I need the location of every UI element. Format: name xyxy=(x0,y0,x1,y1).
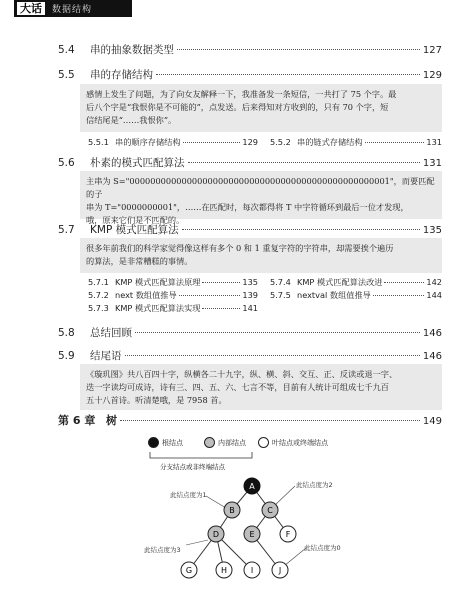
section-number: 5.7 xyxy=(58,224,75,236)
section-number: 5.8 xyxy=(58,327,75,339)
tree-node-label: I xyxy=(250,566,254,575)
quote-line: 五十八首诗。听清楚哦，是 7958 首。 xyxy=(86,395,227,405)
section-title: KMP 模式匹配算法 xyxy=(90,224,179,236)
chapter-title: 树 xyxy=(106,414,117,427)
page-number: 139 xyxy=(242,290,258,300)
book-logo: 大话 xyxy=(17,2,45,15)
page-number: 129 xyxy=(422,70,442,81)
subsection-title: next 数组值推导 xyxy=(115,290,177,300)
quote-line: 串为 T="0000000001"，……在匹配时，每次都得将 T 中字符循环到最后一位才发现， xyxy=(86,202,409,212)
page-number: 129 xyxy=(242,137,258,147)
branch-bracket xyxy=(150,452,252,458)
tree-node-label: H xyxy=(220,566,228,575)
page-number: 131 xyxy=(422,158,442,169)
section-number: 5.5 xyxy=(58,69,75,81)
quote-line: 《璇玑图》共八百四十字，纵横各二十九字，纵、横、斜、交互、正、反读或退一字、 xyxy=(86,369,398,379)
quote-line: 感情上发生了问题，为了向女友解释一下，我准备发一条短信，一共打了 75 个字。最 xyxy=(86,89,397,99)
subsection-title: nextval 数组值推导 xyxy=(297,290,371,300)
tree-node-label: A xyxy=(249,482,255,491)
book-series-title: 数据结构 xyxy=(52,5,93,15)
legend-label: 内部结点 xyxy=(218,438,246,447)
quote-line: 哦，原来它们是不匹配的。 xyxy=(86,215,185,225)
legend-label: 叶结点或终端结点 xyxy=(272,438,328,447)
quote-line: 信结尾是“……我恨你”。 xyxy=(86,115,177,125)
page-number: 135 xyxy=(422,225,442,236)
tree-node-label: C xyxy=(267,506,273,515)
branch-label: 分支结点或非终端结点 xyxy=(160,463,225,471)
subsection-title: 串的顺序存储结构 xyxy=(115,137,181,147)
section-title: 串的存储结构 xyxy=(90,69,153,81)
section-number: 5.6 xyxy=(58,157,75,169)
quote-line: 迭一字读均可成诗，诗有三、四、五、六、七言不等，目前有人统计可组成七千九百 xyxy=(86,382,389,392)
annotation-degree-1: 此结点度为1 xyxy=(170,491,207,499)
subsection-number: 5.7.3 xyxy=(88,303,109,313)
subsection-number: 5.5.1 xyxy=(88,137,109,147)
subsection-number: 5.7.2 xyxy=(88,290,109,300)
section-number: 5.4 xyxy=(58,44,75,56)
subsection-number: 5.7.5 xyxy=(270,290,291,300)
subsection-title: KMP 模式匹配算法改进 xyxy=(297,277,383,287)
page-number: 149 xyxy=(422,416,442,427)
tree-node-label: E xyxy=(249,530,255,539)
page-number: 144 xyxy=(426,290,442,300)
section-title: 总结回顾 xyxy=(90,327,132,339)
section-title: 串的抽象数据类型 xyxy=(90,44,174,56)
quote-line: 很多年前我们的科学家觉得像这样有多个 0 和 1 重复字符的字符串，却需要挨个遍历 xyxy=(86,243,394,253)
section-title: 朴素的模式匹配算法 xyxy=(90,157,185,169)
page-number: 141 xyxy=(242,303,258,313)
chapter-number: 第 6 章 xyxy=(58,414,96,427)
page-number: 127 xyxy=(422,45,442,56)
tree-node-label: J xyxy=(278,566,282,575)
tree-node-label: B xyxy=(229,506,235,515)
page-number: 135 xyxy=(242,277,258,287)
subsection-number: 5.7.1 xyxy=(88,277,109,287)
subsection-number: 5.5.2 xyxy=(270,137,291,147)
annotation-degree-0: 此结点度为0 xyxy=(304,544,341,552)
tree-node-label: G xyxy=(185,566,193,575)
quote-line: 主串为 S="00000000000000000000000000000000000000000000000001"，而要匹配的子 xyxy=(86,176,435,199)
quote-line: 的算法，是非常糟糕的事情。 xyxy=(86,256,193,266)
annotation-degree-2: 此结点度为2 xyxy=(296,481,333,489)
subsection-number: 5.7.4 xyxy=(270,277,291,287)
tree-node-label: F xyxy=(285,530,291,539)
subsection-title: KMP 模式匹配算法实现 xyxy=(115,303,201,313)
section-title: 结尾语 xyxy=(90,350,122,362)
annotation-degree-3: 此结点度为3 xyxy=(144,546,181,554)
quote-line: 后八个字是“我恨你是不可能的”，点发送。后来得知对方收到的，只有 70 个字，短 xyxy=(86,102,389,112)
subsection-title: 串的链式存储结构 xyxy=(297,137,363,147)
page-number: 131 xyxy=(426,137,442,147)
page-number: 142 xyxy=(426,277,442,287)
subsection-title: KMP 模式匹配算法原理 xyxy=(115,277,201,287)
legend-label: 根结点 xyxy=(162,438,183,447)
section-number: 5.9 xyxy=(58,350,75,362)
page-number: 146 xyxy=(422,328,442,339)
tree-node-label: D xyxy=(212,530,220,539)
page-number: 146 xyxy=(422,351,442,362)
